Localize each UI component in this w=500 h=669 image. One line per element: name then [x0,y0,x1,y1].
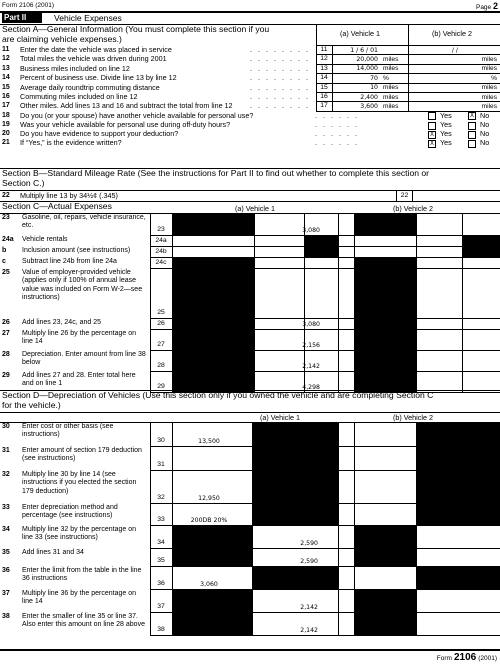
line-26-label: Add lines 23, 24c, and 25 [22,319,102,326]
line-38-vehicle1-amount[interactable]: 2,142 [300,627,318,634]
no-label: No [480,138,490,148]
line-37-number: 37 [2,590,10,597]
line-27-number: 27 [2,330,10,337]
section-b-title-1: Section B—Standard Mileage Rate (See the instructions for Part II to find out whether to complete this section or [2,168,430,178]
yes-label: Yes [440,110,452,120]
section-a-title-1: Section A—General Information (You must complete this section if you [2,24,270,34]
line-17-label: Other miles. Add lines 13 and 16 and subtract the total from line 12 [20,101,233,111]
line-38-label: Enter the smaller of line 35 or line 37. Also enter this amount on line 28 above [22,613,145,629]
line-20-yes-checkbox[interactable]: X [429,131,434,138]
line-27-vehicle1-amount[interactable]: 2,156 [302,342,320,349]
section-c-title: Section C—Actual Expenses [2,201,112,211]
line-23-number: 23 [2,214,10,221]
line-22-label: Multiply line 13 by 34½¢ (.345) [20,191,118,200]
line-13-number: 13 [2,64,10,72]
line-18-no-checkbox[interactable]: X [469,113,474,120]
line-18-question: Do you (or your spouse) have another vehicle available for personal use? [20,110,254,120]
line-12-vehicle1-value[interactable]: 20,000 [356,55,378,63]
line-17-vehicle1-unit: miles [383,102,399,110]
line-34-label: Multiply line 32 by the percentage on line 33 (see instructions) [22,526,137,542]
line-13-box: 13 [320,64,328,72]
line-14-number: 14 [2,74,10,82]
line-b-number: b [2,247,7,254]
section-d-col1-header: (a) Vehicle 1 [260,413,300,422]
section-a-col2-header: (b) Vehicle 2 [432,29,472,38]
no-label: No [480,129,490,139]
footer-form-number: 2106 [453,652,477,663]
leader-dots: . . . . . . [315,138,359,148]
line-29-label: Add lines 27 and 28. Enter total here and on line 1 [22,372,136,388]
line-c-number: c [2,258,6,265]
line-27-box: 27 [157,341,165,348]
line-12-vehicle2-unit: miles [481,55,497,63]
line-25-box: 25 [157,309,165,316]
line-14-box: 14 [320,74,328,82]
line-30-number: 30 [2,423,10,430]
line-16-label: Commuting miles included on line 12 [20,92,138,101]
leader-dots: . . . . . . . . [250,92,310,101]
line-26-box: 26 [157,320,165,327]
line-17-vehicle2-unit: miles [481,102,497,110]
line-34-vehicle1-amount[interactable]: 2,590 [300,540,318,547]
line-21-number: 21 [2,139,10,147]
line-24a-label: Vehicle rentals [22,236,68,243]
yes-label: Yes [440,138,452,148]
line-14-label: Percent of business use. Divide line 13 by line 12 [20,73,177,83]
line-16-vehicle1-value[interactable]: 2,400 [360,93,378,101]
line-25-number: 25 [2,269,10,276]
line-34-number: 34 [2,526,10,533]
line-21-no-checkbox[interactable] [468,140,476,148]
line-28-vehicle1-amount[interactable]: 2,142 [302,363,320,370]
line-26-number: 26 [2,319,10,326]
line-11-box: 11 [320,46,328,53]
line-17-number: 17 [2,102,10,110]
line-22-amount[interactable] [413,191,499,200]
line-24a-box: 24a [155,237,167,244]
line-b-label: Inclusion amount (see instructions) [22,247,131,254]
leader-dots: . . . . . . . . [250,63,310,73]
line-16-box: 16 [320,93,328,100]
line-19-yes-checkbox[interactable] [428,122,436,130]
line-18-number: 18 [2,111,10,119]
line-16-vehicle2-unit: miles [481,93,497,101]
line-20-number: 20 [2,130,10,138]
line-12-vehicle1-unit: miles [383,55,399,63]
line-17-box: 17 [320,102,328,110]
section-d-col2-header: (b) Vehicle 2 [393,413,433,422]
line-12-number: 12 [2,55,10,63]
line-16-vehicle1-unit: miles [383,93,399,101]
line-13-label: Business miles included on line 12 [20,63,130,73]
line-37-vehicle1-amount[interactable]: 2,142 [300,604,318,611]
line-21-yes-checkbox[interactable]: X [429,140,434,147]
line-21-question: If “Yes,” is the evidence written? [20,138,122,148]
leader-dots: . . . . . . . . [250,73,310,83]
line-33-vehicle1-basis[interactable]: 200DB 20% [190,517,228,524]
form-footer: Form 2106 (2001) [436,652,497,663]
line-35-box: 35 [157,557,165,564]
line-12-box: 12 [320,55,328,63]
section-c-col1-header: (a) Vehicle 1 [235,204,275,213]
line-33-box: 33 [157,516,165,523]
line-17-vehicle1-value[interactable]: 3,600 [360,102,378,110]
leader-dots: . . . . . . . . [250,101,310,111]
line-29-box: 29 [157,383,165,390]
leader-dots: . . . . . . . . [250,45,310,54]
line-31-label: Enter amount of section 179 deduction (see instructions) [22,447,142,463]
leader-dots: . . . . . . [315,129,359,139]
line-19-no-checkbox[interactable] [468,122,476,130]
line-31-number: 31 [2,447,10,454]
line-15-box: 15 [320,83,328,91]
line-15-vehicle2-unit: miles [481,84,497,92]
line-14-vehicle1-value[interactable]: 70 [370,74,378,82]
line-28-box: 28 [157,362,165,369]
section-a-col1-header: (a) Vehicle 1 [340,29,380,38]
line-14-vehicle1-unit: % [383,74,389,82]
line-36-vehicle1-basis[interactable]: 3,060 [200,581,218,588]
form-header [2,1,498,11]
line-13-vehicle1-unit: miles [383,65,399,73]
page-label: Page 2 [475,1,498,11]
line-19-number: 19 [2,121,10,128]
form-label: Form 2106 (2001) [2,2,55,9]
line-16-number: 16 [2,93,10,100]
line-35-label: Add lines 31 and 34 [22,549,84,556]
line-20-question: Do you have evidence to support your deduction? [20,129,179,139]
line-b-box: 24b [155,248,167,255]
yes-label: Yes [440,129,452,139]
leader-dots: . . . . . . . . [250,82,310,92]
line-26-vehicle1-amount[interactable]: 3,080 [302,321,320,328]
line-22-number: 22 [2,192,10,199]
line-32-number: 32 [2,471,10,478]
line-34-box: 34 [157,539,165,546]
line-28-number: 28 [2,351,10,358]
line-25-label: Value of employer-provided vehicle (applies only if 100% of annual lease value was included on Form W-2—see instructions) [22,269,143,302]
line-15-vehicle1-unit: miles [383,84,399,92]
line-22-box: 22 [400,192,409,199]
page-number: 2 [492,1,498,11]
line-35-vehicle1-amount[interactable]: 2,590 [300,558,318,565]
line-15-number: 15 [2,83,10,91]
line-14-vehicle2-unit: % [491,74,497,82]
line-12-label: Total miles the vehicle was driven during 2001 [20,54,167,64]
line-19-question: Was your vehicle available for personal use during off-duty hours? [20,120,231,129]
no-label: No [480,110,490,120]
line-13-vehicle2-unit: miles [481,65,497,73]
line-15-vehicle1-value[interactable]: 10 [370,84,378,92]
line-23-vehicle1-amount[interactable]: 3,080 [302,227,320,234]
line-30-box: 30 [157,437,165,444]
leader-dots: . . . . . . [315,110,359,120]
line-38-box: 38 [157,626,165,633]
leader-dots: . . . . . . . . [250,54,310,64]
line-28-label: Depreciation. Enter amount from line 38 below [22,351,146,367]
line-36-label: Enter the limit from the table in the line 36 instructions [22,567,142,583]
line-37-box: 37 [157,603,165,610]
line-23-box: 23 [157,226,165,233]
line-11-number: 11 [2,46,10,53]
leader-dots: . . . . . . [315,120,359,129]
line-15-label: Average daily roundtrip commuting distance [20,82,160,92]
no-label: No [480,120,490,129]
line-27-label: Multiply line 26 by the percentage on line 14 [22,330,137,346]
line-36-number: 36 [2,567,10,574]
section-d-title-2: for the vehicle.) [2,400,61,410]
part-title: Vehicle Expenses [54,13,122,23]
line-32-label: Multiply line 30 by line 14 (see instructions if you elected the section 179 deduction) [22,471,137,495]
line-11-vehicle2-value[interactable]: / / [451,46,458,54]
line-11-vehicle1-value[interactable]: 1 / 6 / 01 [350,46,378,54]
line-35-number: 35 [2,549,10,556]
line-36-box: 36 [157,580,165,587]
section-c-col2-header: (b) Vehicle 2 [393,204,433,213]
line-38-number: 38 [2,613,10,620]
line-c-label: Subtract line 24b from line 24a [22,258,117,265]
line-29-vehicle1-amount[interactable]: 4,298 [302,384,320,391]
section-b-title-2: Section C.) [2,178,45,188]
line-30-label: Enter cost or other basis (see instructions) [22,423,114,439]
part-label: Part II [2,13,42,23]
line-31-box: 31 [157,461,165,468]
line-33-number: 33 [2,504,10,511]
line-37-label: Multiply line 36 by the percentage on line 14 [22,590,137,606]
line-18-yes-checkbox[interactable] [428,112,436,120]
section-d-title-1: Section D—Depreciation of Vehicles (Use this section only if you owned the vehicle and are completing Section C [2,390,434,400]
section-a-title-2: are claiming vehicle expenses.) [2,34,122,44]
line-32-vehicle1-basis[interactable]: 12,950 [198,495,220,502]
line-24a-number: 24a [2,236,14,243]
yes-label: Yes [440,120,452,129]
line-20-no-checkbox[interactable] [468,131,476,139]
line-23-label: Gasoline, oil, repairs, vehicle insurance, etc. [22,214,146,230]
line-32-box: 32 [157,494,165,501]
line-11-label: Enter the date the vehicle was placed in service [20,45,172,54]
line-29-number: 29 [2,372,10,379]
line-33-label: Enter depreciation method and percentage (see instructions) [22,504,118,520]
line-13-vehicle1-value[interactable]: 14,000 [356,65,378,73]
line-30-vehicle1-basis[interactable]: 13,500 [198,438,220,445]
line-c-box: 24c [155,259,167,266]
